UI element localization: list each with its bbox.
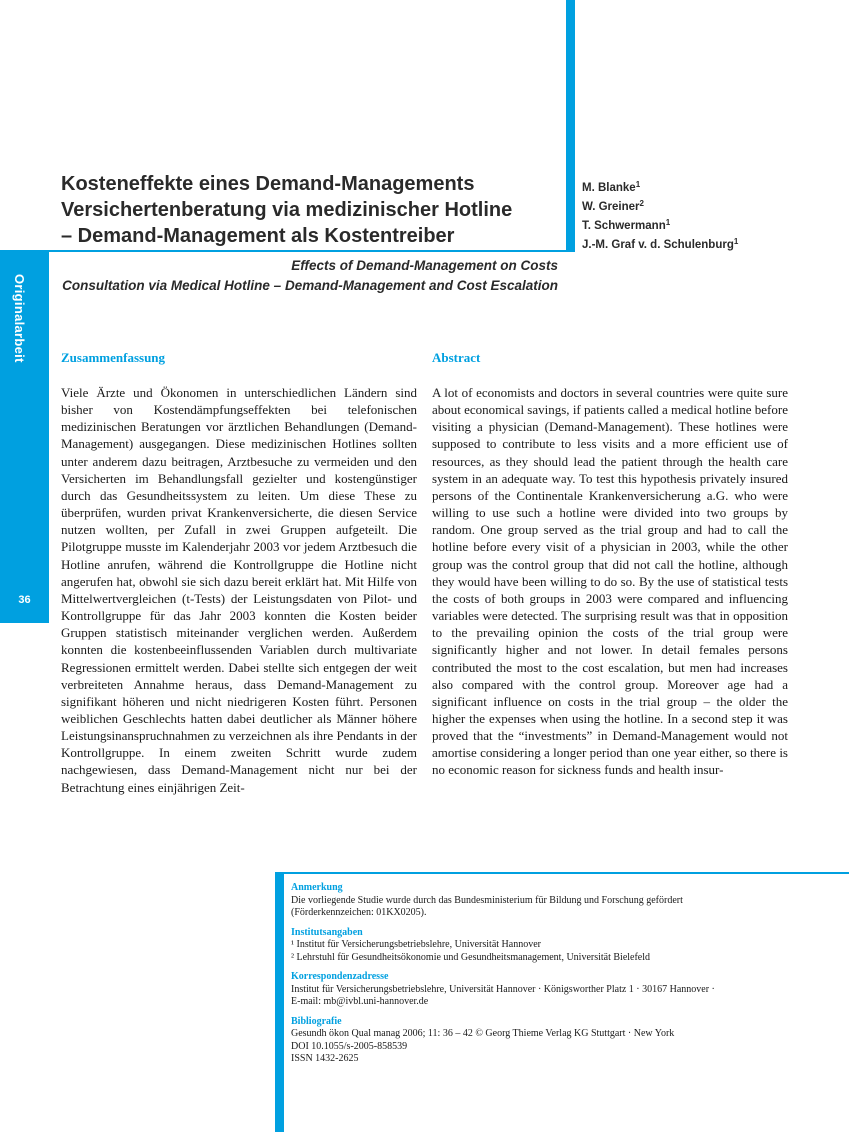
- english-title-line: Effects of Demand-Management on Costs: [291, 258, 558, 273]
- author-list: [582, 179, 842, 255]
- abstract-text: A lot of economists and doctors in several countries were quite sure about economical savings, if patients called a medical hotline before visiting a physician (Demand-Management). These hotlines were supposed to contribute to less visits and a more efficient use of resources, as they should lead the patient through the health care system in an adequate way. To test this hypothesis privately insured persons of the Continentale Krankenversicherung a.G. who were willing to use such a hotline were divided into two groups by random. One group served as the trial group and had to call the hotline before every visit of a physician in 2003, while the other group was the control group that did not call the hotline, although they would have been willing to do so. By the use of statistical tests the costs of both groups in 2003 were compared and influencing variables were detected. The surprising result was that in opposition to the prevailing opinion the costs of the trial group were significantly higher and not lower. In detail females persons contributed the most to the cost escalation, but men had increases also compared with the control group. Moreover age had a significant influence on costs in the trial group – the older the higher the expenses when using the hotline. In a second step it was proved that the “investments” in Demand-Management would not amortise considering a longer period than one year either, so there is no economic reason for sickness funds and health insur-: [432, 385, 788, 778]
- note-line: ² Lehrstuhl für Gesundheitsökonomie und Gesundheitsmanagement, Universität Bielefeld: [291, 951, 651, 963]
- zusammenfassung-heading: Zusammenfassung: [61, 350, 166, 365]
- top-accent-bar: [566, 0, 575, 250]
- notes-accent-bar: [275, 872, 284, 1132]
- note-line: Gesundh ökon Qual manag 2006; 11: 36 – 42 © Georg Thieme Verlag KG Stuttgart · New York: [291, 1028, 675, 1039]
- email-link[interactable]: E-mail: mb@ivbl.uni-hannover.de: [291, 996, 429, 1007]
- page-number: 36: [18, 594, 31, 606]
- title-line: Kosteneffekte eines Demand-Managements: [61, 173, 475, 195]
- note-line: Die vorliegende Studie wurde durch das Bundesministerium für Bildung und Forschung gefördert: [291, 894, 683, 906]
- note-heading: Bibliografie: [291, 1015, 342, 1027]
- note-bibliografie: [291, 1016, 836, 1066]
- article-type-tab: [0, 250, 49, 623]
- note-heading: Institutsangaben: [291, 926, 363, 938]
- note-institutsangaben: [291, 927, 836, 965]
- notes-box: [291, 882, 836, 1073]
- english-title-line: Consultation via Medical Hotline – Demand-Management and Cost Escalation: [62, 278, 558, 293]
- note-line: ¹ Institut für Versicherungsbetriebslehre, Universität Hannover: [291, 939, 541, 950]
- note-heading: Anmerkung: [291, 882, 343, 893]
- author: W. Greiner$^2$: [582, 199, 644, 213]
- note-anmerkung: [291, 882, 836, 920]
- note-line: ISSN 1432-2625: [291, 1053, 359, 1064]
- article-title: [61, 171, 561, 249]
- title-line: – Demand-Management als Kostentreiber: [61, 225, 455, 247]
- notes-rule: [275, 872, 849, 874]
- zusammenfassung-text: Viele Ärzte und Ökonomen in unterschiedlichen Ländern sind bisher von Kostendämpfungseffekten bei telefonischen medizinischen Beratungen vor ärztlichen Behandlungen (Demand-Management) ausgegangen. Diese medizinischen Hotlines sollten unter anderem dazu beitragen, Arztbesuche zu vermeiden und den Versicherten im Behandlungsfall gezielter und kostengünstiger durch das Gesundheitssystem zu leiten. Um diese These zu überprüfen, wurden privat Krankenversicherte, die diesen Service nutzen wollten, per Zufall in zwei Gruppen aufgeteilt. Die Pilotgruppe musste im Kalenderjahr 2003 vor jedem Arztbesuch die Hotline anrufen, während die Kontrollgruppe die Hotline nicht angerufen hat, obwohl sie sich dazu bereit erklärt hat. Mit Hilfe von Mittelwertvergleichen (t-Tests) der Leistungsdaten von Pilot- und Kontrollgruppe für das Jahr 2003 konnten die Kosten beider Gruppen statistisch miteinander verglichen werden. Außerdem konnten die kostenbeeinflussenden Variablen durch multivariate Regressionen ermittelt werden. Dabei stellte sich entgegen der weit verbreiteten Annahme heraus, dass Demand-Management zu signifikant höheren und nicht niedrigeren Kosten führt. Personen weiblichen Geschlechts hatten dabei deutlicher als Männer höhere Leistungsinanspruchnahmen zu verzeichnen als ihre Pendants in der Kontrollgruppe. In einem zweiten Schritt wurde zudem nachgewiesen, dass Demand-Management nicht nur bei der Betrachtung eines einjährigen Zeit-: [61, 385, 417, 795]
- author: T. Schwermann$^1$: [582, 218, 671, 232]
- doi-link[interactable]: DOI 10.1055/s-2005-858539: [291, 1040, 408, 1052]
- author: J.-M. Graf v. d. Schulenburg$^1$: [582, 237, 739, 251]
- abstract-heading: Abstract: [432, 350, 481, 365]
- article-type-label: Originalarbeit: [12, 274, 27, 363]
- note-line: Institut für Versicherungsbetriebslehre, Universität Hannover · Königsworther Platz 1 · 30167 Hannover ·: [291, 983, 715, 995]
- note-line: (Förderkennzeichen: 01KX0205).: [291, 907, 427, 918]
- note-heading: Korrespondenzadresse: [291, 971, 389, 982]
- english-title: [62, 256, 558, 296]
- author: M. Blanke$^1$: [582, 180, 641, 194]
- note-korrespondenzadresse: [291, 971, 836, 1009]
- title-rule: [49, 250, 575, 252]
- title-line: Versichertenberatung via medizinischer Hotline: [61, 199, 513, 221]
